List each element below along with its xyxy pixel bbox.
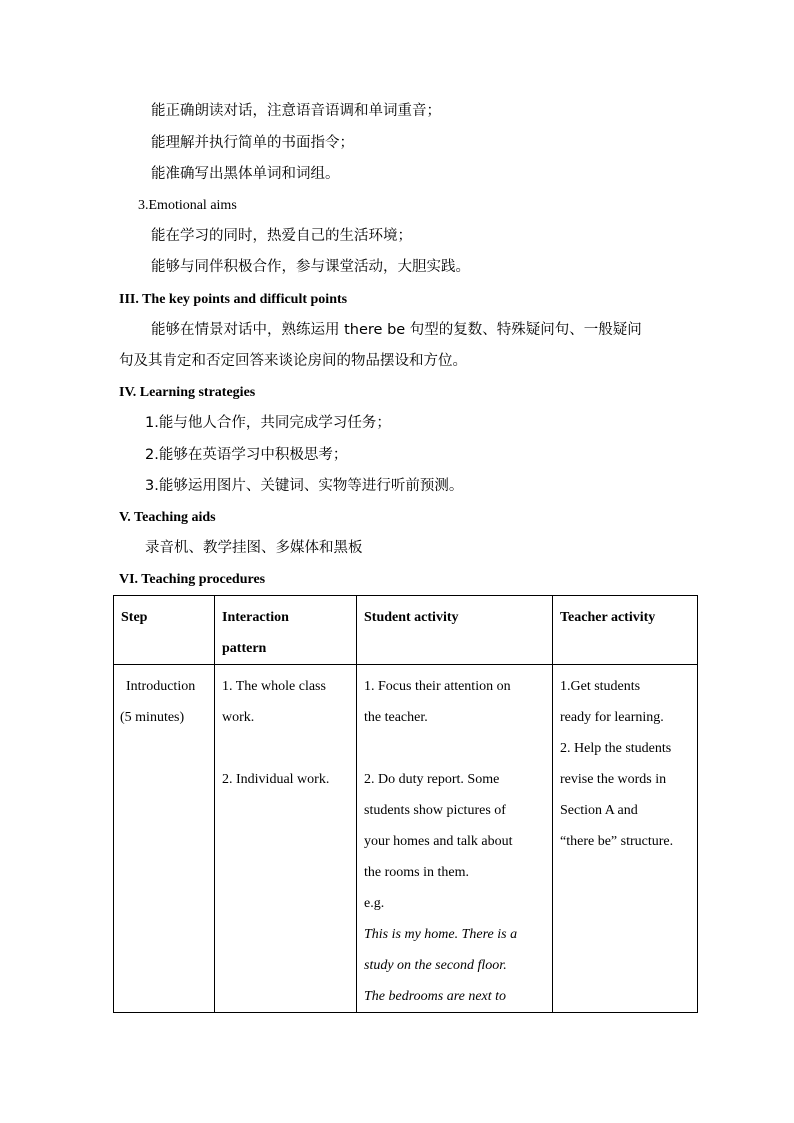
student-line-5: your homes and talk about	[364, 834, 513, 849]
cell-teacher	[553, 665, 698, 1013]
interaction-line-2: work.	[222, 710, 255, 725]
student-example-2: study on the second floor.	[364, 958, 507, 973]
student-example-1: This is my home. There is a	[364, 927, 518, 942]
student-line-4: students show pictures of	[364, 803, 506, 818]
header-teacher	[553, 596, 698, 665]
strategies-heading: IV. Learning strategies	[119, 385, 256, 400]
student-line-7: e.g.	[364, 896, 385, 911]
header-pattern-text: pattern	[222, 641, 267, 656]
teacher-line-5: Section A and	[560, 803, 638, 818]
cell-interaction	[215, 665, 357, 1013]
interaction-line-3: 2. Individual work.	[222, 772, 330, 787]
skills-line-3: 能准确写出黑体单词和词组。	[151, 166, 340, 182]
table-header-row	[114, 596, 698, 665]
strategy-item-2: 2.能够在英语学习中积极思考；	[145, 447, 348, 463]
student-line-6: the rooms in them.	[364, 865, 469, 880]
header-student-text: Student activity	[364, 610, 459, 625]
student-line-3: 2. Do duty report. Some	[364, 772, 500, 787]
cell-student	[357, 665, 553, 1013]
aids-text: 录音机、教学挂图、多媒体和黑板	[145, 540, 363, 556]
teacher-line-1: 1.Get students	[560, 679, 641, 694]
aids-heading: V. Teaching aids	[119, 510, 216, 525]
key-points-heading: III. The key points and difficult points	[119, 292, 348, 307]
table-row	[114, 665, 698, 1013]
emotional-item-1: 能在学习的同时，热爱自己的生活环境；	[151, 228, 412, 244]
interaction-line-1: 1. The whole class	[222, 679, 326, 694]
key-points-line-1: 能够在情景对话中，熟练运用 there be 句型的复数、特殊疑问句、一般疑问	[151, 322, 642, 338]
strategy-item-1: 1.能与他人合作，共同完成学习任务；	[145, 415, 391, 431]
header-step-text: Step	[121, 610, 148, 625]
header-student	[357, 596, 553, 665]
cell-step	[114, 665, 215, 1013]
key-points-line-2: 句及其肯定和否定回答来谈论房间的物品摆设和方位。	[119, 353, 467, 369]
header-interaction	[215, 596, 357, 665]
header-interaction-text: Interaction	[222, 610, 289, 625]
strategy-item-3: 3.能够运用图片、关键词、实物等进行听前预测。	[145, 478, 464, 494]
student-line-2: the teacher.	[364, 710, 428, 725]
teacher-line-4: revise the words in	[560, 772, 667, 787]
interaction-gap	[222, 733, 350, 764]
teacher-line-6: “there be” structure.	[560, 834, 674, 849]
skills-line-1: 能正确朗读对话，注意语音语调和单词重音；	[151, 103, 441, 119]
student-line-1: 1. Focus their attention on	[364, 679, 511, 694]
skills-line-2: 能理解并执行简单的书面指令；	[151, 135, 354, 151]
procedures-heading: VI. Teaching procedures	[119, 572, 266, 587]
step-line-1: Introduction	[126, 679, 196, 694]
teacher-line-2: ready for learning.	[560, 710, 664, 725]
header-step	[114, 596, 215, 665]
emotional-item-2: 能够与同伴积极合作，参与课堂活动，大胆实践。	[151, 259, 470, 275]
student-gap	[364, 733, 546, 764]
step-line-2: (5 minutes)	[120, 710, 185, 725]
procedures-table	[113, 595, 698, 1013]
student-example-3: The bedrooms are next to	[364, 989, 507, 1004]
teacher-line-3: 2. Help the students	[560, 741, 672, 756]
emotional-heading: 3.Emotional aims	[138, 198, 237, 213]
header-teacher-text: Teacher activity	[560, 610, 656, 625]
